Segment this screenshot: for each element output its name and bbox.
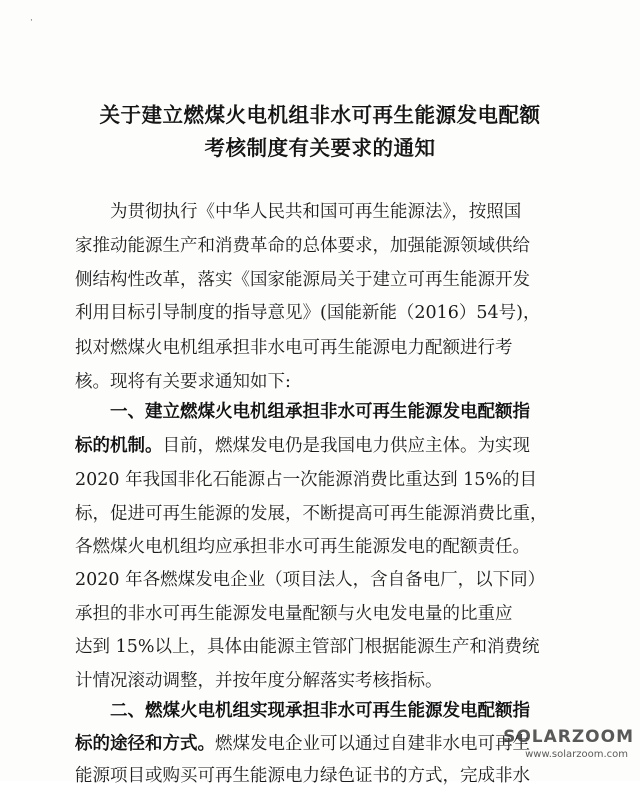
section-1-line: 承担的非水可再生能源发电量配额与火电发电量的比重应 [75, 604, 513, 624]
section-1-heading-end: 标的机制。 [75, 436, 163, 456]
paragraph-1-line: 侧结构性改革，落实《国家能源局关于建立可再生能源开发 [75, 270, 530, 290]
section-2-heading-text: 二、燃煤火电机组实现承担非水可再生能源发电配额指 [110, 701, 530, 721]
section-1-body-start: 目前，燃煤发电仍是我国电力供应主体。为实现 [162, 436, 530, 456]
section-2-heading-end: 标的途径和方式。 [75, 734, 215, 754]
paragraph-1-line: 家推动能源生产和消费革命的总体要求，加强能源领域供给 [75, 236, 530, 256]
watermark-logo: SOLARZOOM [503, 727, 634, 747]
section-2-body-start: 燃煤发电企业可以通过自建非水电可再生 [215, 734, 530, 754]
paragraph-1-line: 核。现将有关要求通知如下: [75, 372, 291, 392]
paragraph-1-line: 为贯彻执行《中华人民共和国可再生能源法》，按照国 [110, 202, 522, 222]
section-1-heading [110, 396, 598, 428]
paragraph-1-line: 拟对燃煤火电机组承担非水电可再生能源电力配额进行考 [75, 338, 513, 358]
section-2-line: 能源项目或购买可再生能源电力绿色证书的方式，完成非水 [75, 766, 530, 786]
section-1-line: 各燃煤火电机组均应承担非水可再生能源发电的配额责任。 [75, 537, 530, 557]
section-2-heading [110, 695, 598, 727]
watermark [504, 727, 634, 767]
section-1-line: 达到 15%以上，具体由能源主管部门根据能源生产和消费统 [75, 637, 540, 657]
document-title-line-2: 考核制度有关要求的通知 [204, 136, 436, 160]
watermark-url: www.solarzoom.com [525, 749, 628, 760]
section-1-line: 标，促进可再生能源的发展，不断提高可再生能源消费比重， [75, 504, 548, 524]
section-1-line: 2020 年各燃煤发电企业（项目法人，含自备电厂，以下同） [75, 570, 546, 590]
section-1-line: 2020 年我国非化石能源占一次能源消费比重达到 15%的目 [75, 470, 538, 490]
section-1-heading-continued [75, 430, 595, 462]
paragraph-1-line: 利用目标引导制度的指导意见》(国能新能（2016）54号)， [75, 303, 541, 323]
section-1-line: 计情况滚动调整，并按年度分解落实考核指标。 [75, 671, 443, 691]
section-1-heading-text: 一、建立燃煤火电机组承担非水可再生能源发电配额指 [110, 402, 530, 422]
document-title-line-1: 关于建立燃煤火电机组非水可再生能源发电配额 [99, 103, 541, 127]
corner-mark: · [30, 16, 33, 26]
